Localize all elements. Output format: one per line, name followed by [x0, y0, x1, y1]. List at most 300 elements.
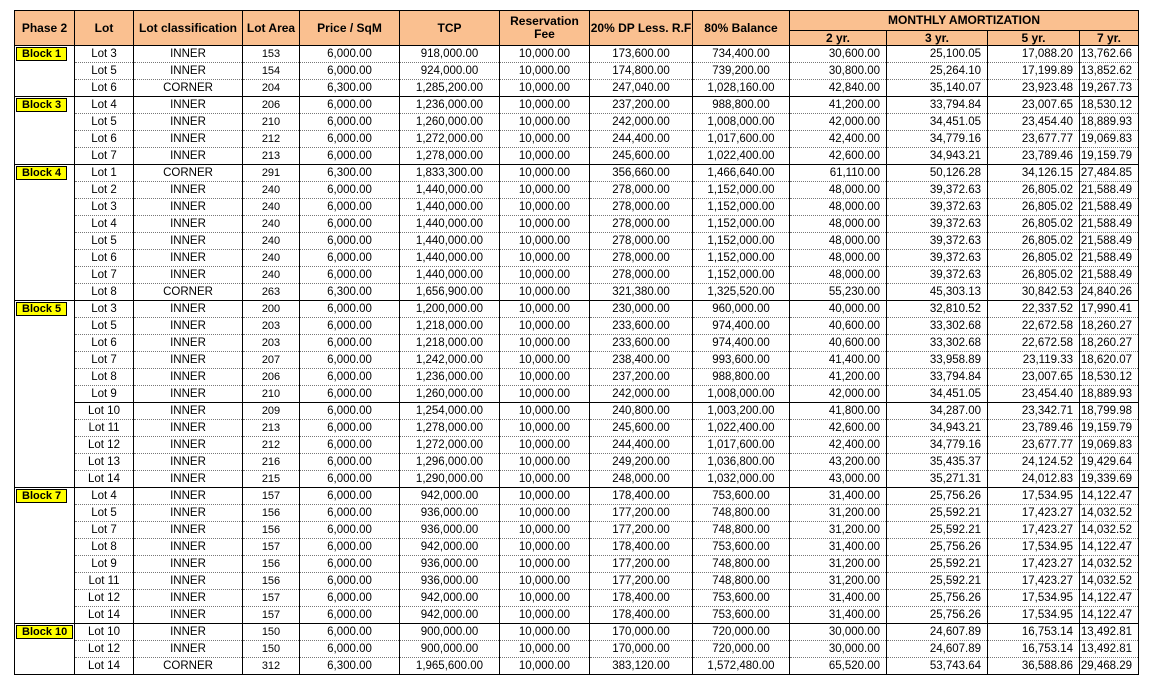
amortization-7yr: 21,588.49 [1080, 182, 1139, 199]
amortization-2yr: 65,520.00 [790, 658, 887, 675]
lot-area: 200 [243, 301, 300, 318]
amortization-3yr: 33,958.89 [887, 352, 988, 369]
block-cell [15, 505, 75, 522]
downpayment: 383,120.00 [590, 658, 693, 675]
lot-area: 240 [243, 216, 300, 233]
amortization-3yr: 25,756.26 [887, 488, 988, 505]
block-cell [15, 641, 75, 658]
price-per-sqm: 6,000.00 [300, 607, 400, 624]
amortization-5yr: 23,677.77 [988, 131, 1080, 148]
header-2yr: 2 yr. [790, 31, 887, 46]
price-per-sqm: 6,000.00 [300, 131, 400, 148]
total-contract-price: 900,000.00 [400, 624, 500, 641]
block-label: Block 4 [16, 166, 67, 180]
reservation-fee: 10,000.00 [500, 403, 590, 420]
amortization-3yr: 39,372.63 [887, 233, 988, 250]
total-contract-price: 1,260,000.00 [400, 114, 500, 131]
downpayment: 244,400.00 [590, 437, 693, 454]
table-row [15, 352, 1139, 369]
table-row [15, 318, 1139, 335]
amortization-5yr: 16,753.14 [988, 641, 1080, 658]
table-row [15, 403, 1139, 420]
amortization-5yr: 23,789.46 [988, 148, 1080, 165]
amortization-2yr: 42,000.00 [790, 114, 887, 131]
amortization-5yr: 23,007.65 [988, 369, 1080, 386]
price-per-sqm: 6,000.00 [300, 556, 400, 573]
lot-number: Lot 3 [75, 301, 134, 318]
price-per-sqm: 6,000.00 [300, 250, 400, 267]
amortization-2yr: 31,400.00 [790, 539, 887, 556]
total-contract-price: 942,000.00 [400, 539, 500, 556]
amortization-2yr: 30,000.00 [790, 624, 887, 641]
price-per-sqm: 6,000.00 [300, 352, 400, 369]
price-per-sqm: 6,000.00 [300, 505, 400, 522]
amortization-2yr: 48,000.00 [790, 199, 887, 216]
amortization-7yr: 13,852.62 [1080, 63, 1139, 80]
balance: 1,022,400.00 [693, 420, 790, 437]
lot-classification: INNER [134, 437, 243, 454]
total-contract-price: 1,200,000.00 [400, 301, 500, 318]
reservation-fee: 10,000.00 [500, 505, 590, 522]
amortization-2yr: 43,200.00 [790, 454, 887, 471]
block-cell [15, 80, 75, 97]
balance: 1,003,200.00 [693, 403, 790, 420]
reservation-fee: 10,000.00 [500, 148, 590, 165]
reservation-fee: 10,000.00 [500, 250, 590, 267]
downpayment: 242,000.00 [590, 386, 693, 403]
lot-number: Lot 14 [75, 658, 134, 675]
balance: 1,032,000.00 [693, 471, 790, 488]
table-row [15, 97, 1139, 114]
amortization-3yr: 34,779.16 [887, 437, 988, 454]
lot-classification: INNER [134, 46, 243, 63]
amortization-7yr: 18,620.07 [1080, 352, 1139, 369]
table-row [15, 233, 1139, 250]
amortization-2yr: 31,200.00 [790, 573, 887, 590]
header-lot: Lot [75, 11, 134, 46]
block-cell [15, 437, 75, 454]
amortization-5yr: 23,454.40 [988, 114, 1080, 131]
block-label: Block 10 [16, 625, 73, 639]
balance: 1,152,000.00 [693, 267, 790, 284]
block-cell [15, 63, 75, 80]
total-contract-price: 1,272,000.00 [400, 131, 500, 148]
amortization-2yr: 30,800.00 [790, 63, 887, 80]
amortization-2yr: 30,000.00 [790, 641, 887, 658]
amortization-7yr: 19,069.83 [1080, 437, 1139, 454]
downpayment: 278,000.00 [590, 250, 693, 267]
block-cell [15, 165, 75, 182]
header-dp [590, 11, 693, 46]
amortization-2yr: 48,000.00 [790, 216, 887, 233]
amortization-5yr: 23,923.48 [988, 80, 1080, 97]
lot-number: Lot 12 [75, 437, 134, 454]
lot-number: Lot 9 [75, 556, 134, 573]
downpayment: 238,400.00 [590, 352, 693, 369]
lot-number: Lot 5 [75, 505, 134, 522]
lot-classification: INNER [134, 216, 243, 233]
price-per-sqm: 6,000.00 [300, 97, 400, 114]
lot-classification: INNER [134, 63, 243, 80]
reservation-fee: 10,000.00 [500, 522, 590, 539]
total-contract-price: 936,000.00 [400, 556, 500, 573]
lot-number: Lot 14 [75, 607, 134, 624]
header-balance: 80% Balance [693, 11, 790, 46]
amortization-3yr: 39,372.63 [887, 199, 988, 216]
lot-classification: INNER [134, 624, 243, 641]
block-cell [15, 352, 75, 369]
balance: 993,600.00 [693, 352, 790, 369]
block-cell [15, 488, 75, 505]
amortization-3yr: 33,794.84 [887, 369, 988, 386]
downpayment: 278,000.00 [590, 216, 693, 233]
amortization-5yr: 23,454.40 [988, 386, 1080, 403]
amortization-2yr: 55,230.00 [790, 284, 887, 301]
downpayment: 321,380.00 [590, 284, 693, 301]
block-cell [15, 250, 75, 267]
lot-area: 156 [243, 522, 300, 539]
lot-classification: INNER [134, 539, 243, 556]
lot-number: Lot 6 [75, 131, 134, 148]
price-per-sqm: 6,000.00 [300, 539, 400, 556]
block-cell [15, 301, 75, 318]
price-per-sqm: 6,000.00 [300, 318, 400, 335]
lot-classification: CORNER [134, 658, 243, 675]
table-row [15, 199, 1139, 216]
lot-classification: INNER [134, 114, 243, 131]
total-contract-price: 1,290,000.00 [400, 471, 500, 488]
header-reservation-text: Reservation Fee [510, 14, 579, 41]
reservation-fee: 10,000.00 [500, 182, 590, 199]
lot-classification: INNER [134, 267, 243, 284]
price-per-sqm: 6,000.00 [300, 114, 400, 131]
lot-price-table [14, 10, 1139, 675]
lot-area: 210 [243, 386, 300, 403]
amortization-5yr: 26,805.02 [988, 216, 1080, 233]
total-contract-price: 1,440,000.00 [400, 233, 500, 250]
amortization-5yr: 17,534.95 [988, 488, 1080, 505]
balance: 753,600.00 [693, 607, 790, 624]
amortization-3yr: 53,743.64 [887, 658, 988, 675]
table-row [15, 46, 1139, 63]
amortization-2yr: 40,600.00 [790, 335, 887, 352]
block-cell [15, 97, 75, 114]
lot-area: 240 [243, 250, 300, 267]
price-per-sqm: 6,000.00 [300, 624, 400, 641]
lot-area: 203 [243, 318, 300, 335]
price-per-sqm: 6,000.00 [300, 46, 400, 63]
amortization-5yr: 23,677.77 [988, 437, 1080, 454]
block-cell [15, 522, 75, 539]
amortization-3yr: 25,756.26 [887, 607, 988, 624]
price-per-sqm: 6,000.00 [300, 471, 400, 488]
lot-classification: INNER [134, 369, 243, 386]
total-contract-price: 1,440,000.00 [400, 216, 500, 233]
amortization-7yr: 21,588.49 [1080, 267, 1139, 284]
amortization-2yr: 48,000.00 [790, 233, 887, 250]
downpayment: 242,000.00 [590, 114, 693, 131]
amortization-2yr: 48,000.00 [790, 267, 887, 284]
block-cell [15, 318, 75, 335]
lot-area: 150 [243, 624, 300, 641]
block-cell [15, 148, 75, 165]
balance: 748,800.00 [693, 556, 790, 573]
reservation-fee: 10,000.00 [500, 301, 590, 318]
amortization-3yr: 39,372.63 [887, 267, 988, 284]
lot-area: 312 [243, 658, 300, 675]
reservation-fee: 10,000.00 [500, 199, 590, 216]
amortization-5yr: 23,119.33 [988, 352, 1080, 369]
header-reservation [500, 11, 590, 46]
downpayment: 244,400.00 [590, 131, 693, 148]
downpayment: 177,200.00 [590, 556, 693, 573]
downpayment: 356,660.00 [590, 165, 693, 182]
amortization-7yr: 21,588.49 [1080, 250, 1139, 267]
price-per-sqm: 6,000.00 [300, 437, 400, 454]
amortization-5yr: 17,199.89 [988, 63, 1080, 80]
downpayment: 178,400.00 [590, 539, 693, 556]
total-contract-price: 936,000.00 [400, 573, 500, 590]
lot-area: 240 [243, 267, 300, 284]
lot-classification: INNER [134, 352, 243, 369]
block-cell [15, 471, 75, 488]
price-per-sqm: 6,000.00 [300, 386, 400, 403]
lot-classification: CORNER [134, 165, 243, 182]
table-row [15, 250, 1139, 267]
balance: 753,600.00 [693, 539, 790, 556]
lot-classification: INNER [134, 182, 243, 199]
price-per-sqm: 6,300.00 [300, 80, 400, 97]
downpayment: 230,000.00 [590, 301, 693, 318]
price-per-sqm: 6,000.00 [300, 199, 400, 216]
total-contract-price: 936,000.00 [400, 522, 500, 539]
header-classification-text: Lot classification [138, 20, 238, 35]
reservation-fee: 10,000.00 [500, 97, 590, 114]
lot-classification: INNER [134, 403, 243, 420]
header-dp-text: 20% DP Less. R.F [590, 20, 692, 35]
amortization-5yr: 23,342.71 [988, 403, 1080, 420]
block-cell [15, 369, 75, 386]
header-classification [134, 11, 243, 46]
amortization-3yr: 33,794.84 [887, 97, 988, 114]
lot-number: Lot 5 [75, 63, 134, 80]
balance: 1,017,600.00 [693, 437, 790, 454]
downpayment: 245,600.00 [590, 148, 693, 165]
amortization-3yr: 39,372.63 [887, 250, 988, 267]
amortization-3yr: 24,607.89 [887, 641, 988, 658]
table-row [15, 386, 1139, 403]
amortization-5yr: 26,805.02 [988, 250, 1080, 267]
amortization-7yr: 21,588.49 [1080, 199, 1139, 216]
total-contract-price: 1,218,000.00 [400, 318, 500, 335]
downpayment: 233,600.00 [590, 335, 693, 352]
amortization-3yr: 25,592.21 [887, 522, 988, 539]
lot-area: 263 [243, 284, 300, 301]
total-contract-price: 1,440,000.00 [400, 199, 500, 216]
block-label: Block 1 [16, 47, 67, 61]
lot-area: 153 [243, 46, 300, 63]
balance: 1,152,000.00 [693, 233, 790, 250]
lot-area: 156 [243, 505, 300, 522]
block-cell [15, 284, 75, 301]
block-cell [15, 233, 75, 250]
amortization-2yr: 43,000.00 [790, 471, 887, 488]
balance: 988,800.00 [693, 369, 790, 386]
amortization-3yr: 45,303.13 [887, 284, 988, 301]
amortization-3yr: 50,126.28 [887, 165, 988, 182]
price-per-sqm: 6,000.00 [300, 148, 400, 165]
balance: 960,000.00 [693, 301, 790, 318]
lot-area: 213 [243, 148, 300, 165]
amortization-7yr: 13,762.66 [1080, 46, 1139, 63]
amortization-5yr: 16,753.14 [988, 624, 1080, 641]
balance: 739,200.00 [693, 63, 790, 80]
balance: 720,000.00 [693, 624, 790, 641]
table-row [15, 165, 1139, 182]
downpayment: 173,600.00 [590, 46, 693, 63]
total-contract-price: 936,000.00 [400, 505, 500, 522]
lot-number: Lot 7 [75, 148, 134, 165]
lot-classification: INNER [134, 335, 243, 352]
lot-number: Lot 3 [75, 199, 134, 216]
amortization-5yr: 17,534.95 [988, 590, 1080, 607]
amortization-7yr: 14,032.52 [1080, 556, 1139, 573]
amortization-7yr: 21,588.49 [1080, 216, 1139, 233]
block-label: Block 3 [16, 98, 67, 112]
header-price: Price / SqM [300, 11, 400, 46]
table-row [15, 216, 1139, 233]
downpayment: 248,000.00 [590, 471, 693, 488]
header-phase: Phase 2 [15, 11, 75, 46]
amortization-3yr: 35,271.31 [887, 471, 988, 488]
lot-number: Lot 7 [75, 352, 134, 369]
block-cell [15, 607, 75, 624]
reservation-fee: 10,000.00 [500, 590, 590, 607]
reservation-fee: 10,000.00 [500, 318, 590, 335]
lot-number: Lot 11 [75, 420, 134, 437]
table-body [15, 46, 1139, 675]
downpayment: 177,200.00 [590, 522, 693, 539]
amortization-2yr: 41,200.00 [790, 97, 887, 114]
lot-classification: CORNER [134, 284, 243, 301]
lot-classification: INNER [134, 386, 243, 403]
amortization-2yr: 31,400.00 [790, 488, 887, 505]
table-row [15, 607, 1139, 624]
amortization-3yr: 32,810.52 [887, 301, 988, 318]
downpayment: 237,200.00 [590, 97, 693, 114]
table-row [15, 590, 1139, 607]
price-per-sqm: 6,000.00 [300, 335, 400, 352]
amortization-5yr: 26,805.02 [988, 233, 1080, 250]
lot-area: 206 [243, 97, 300, 114]
downpayment: 170,000.00 [590, 624, 693, 641]
lot-area: 150 [243, 641, 300, 658]
lot-area: 207 [243, 352, 300, 369]
block-cell [15, 46, 75, 63]
amortization-7yr: 18,260.27 [1080, 318, 1139, 335]
reservation-fee: 10,000.00 [500, 267, 590, 284]
table-row [15, 573, 1139, 590]
total-contract-price: 942,000.00 [400, 607, 500, 624]
balance: 1,017,600.00 [693, 131, 790, 148]
lot-number: Lot 6 [75, 250, 134, 267]
lot-area: 215 [243, 471, 300, 488]
lot-area: 213 [243, 420, 300, 437]
total-contract-price: 1,254,000.00 [400, 403, 500, 420]
reservation-fee: 10,000.00 [500, 641, 590, 658]
amortization-7yr: 18,530.12 [1080, 369, 1139, 386]
table-row [15, 488, 1139, 505]
lot-classification: INNER [134, 590, 243, 607]
amortization-3yr: 25,756.26 [887, 539, 988, 556]
amortization-2yr: 41,400.00 [790, 352, 887, 369]
amortization-3yr: 25,592.21 [887, 556, 988, 573]
downpayment: 240,800.00 [590, 403, 693, 420]
amortization-2yr: 31,200.00 [790, 505, 887, 522]
balance: 748,800.00 [693, 573, 790, 590]
lot-area: 240 [243, 233, 300, 250]
table-row [15, 369, 1139, 386]
lot-area: 240 [243, 182, 300, 199]
price-per-sqm: 6,000.00 [300, 233, 400, 250]
amortization-5yr: 36,588.86 [988, 658, 1080, 675]
reservation-fee: 10,000.00 [500, 607, 590, 624]
lot-number: Lot 7 [75, 522, 134, 539]
amortization-5yr: 22,672.58 [988, 335, 1080, 352]
reservation-fee: 10,000.00 [500, 488, 590, 505]
lot-area: 157 [243, 539, 300, 556]
total-contract-price: 1,440,000.00 [400, 250, 500, 267]
lot-number: Lot 4 [75, 216, 134, 233]
amortization-7yr: 14,032.52 [1080, 522, 1139, 539]
downpayment: 178,400.00 [590, 607, 693, 624]
lot-classification: INNER [134, 131, 243, 148]
amortization-3yr: 39,372.63 [887, 216, 988, 233]
price-per-sqm: 6,000.00 [300, 301, 400, 318]
price-per-sqm: 6,300.00 [300, 284, 400, 301]
downpayment: 245,600.00 [590, 420, 693, 437]
reservation-fee: 10,000.00 [500, 114, 590, 131]
lot-number: Lot 3 [75, 46, 134, 63]
downpayment: 177,200.00 [590, 505, 693, 522]
total-contract-price: 1,278,000.00 [400, 148, 500, 165]
block-cell [15, 114, 75, 131]
block-cell [15, 199, 75, 216]
amortization-7yr: 18,260.27 [1080, 335, 1139, 352]
amortization-3yr: 25,592.21 [887, 573, 988, 590]
lot-number: Lot 4 [75, 97, 134, 114]
total-contract-price: 1,278,000.00 [400, 420, 500, 437]
reservation-fee: 10,000.00 [500, 471, 590, 488]
downpayment: 174,800.00 [590, 63, 693, 80]
amortization-2yr: 48,000.00 [790, 250, 887, 267]
amortization-3yr: 34,943.21 [887, 420, 988, 437]
reservation-fee: 10,000.00 [500, 556, 590, 573]
header-5yr: 5 yr. [988, 31, 1080, 46]
lot-number: Lot 13 [75, 454, 134, 471]
lot-classification: INNER [134, 250, 243, 267]
table-row [15, 335, 1139, 352]
reservation-fee: 10,000.00 [500, 454, 590, 471]
lot-area: 210 [243, 114, 300, 131]
amortization-2yr: 42,600.00 [790, 420, 887, 437]
lot-number: Lot 8 [75, 284, 134, 301]
amortization-3yr: 34,943.21 [887, 148, 988, 165]
block-cell [15, 267, 75, 284]
total-contract-price: 942,000.00 [400, 488, 500, 505]
total-contract-price: 1,236,000.00 [400, 97, 500, 114]
lot-area: 240 [243, 199, 300, 216]
